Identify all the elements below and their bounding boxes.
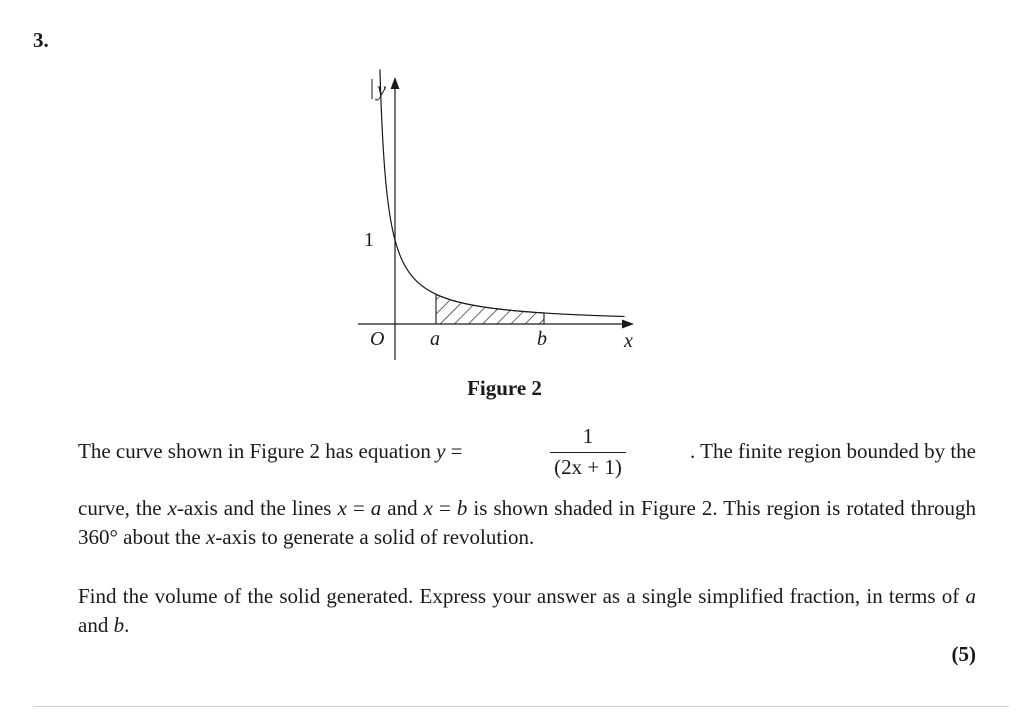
- y-axis-arrow-icon: [391, 77, 400, 89]
- paragraph-2: curve, the x-axis and the lines x = a and x = b is shown shaded in Figure 2. This region is rotated through 360° about the x-axis to generate a solid of revolution.: [78, 496, 977, 549]
- x-axis-arrow-icon: [622, 320, 634, 329]
- paragraph-1-right: . The finite region bounded by the: [690, 439, 976, 463]
- marks-label: (5): [951, 642, 976, 666]
- b-label: b: [537, 328, 547, 350]
- fraction-denominator: (2x + 1): [554, 455, 622, 479]
- equation-fraction: [548, 424, 628, 481]
- origin-label: O: [370, 328, 385, 350]
- a-label: a: [430, 328, 440, 350]
- question-number: 3.: [33, 28, 49, 52]
- curve: [380, 69, 625, 316]
- answer-rule-line: [33, 706, 1009, 707]
- paragraph-1: [78, 424, 976, 486]
- paragraph-3: Find the volume of the solid generated. Express your answer as a single simplified fraction, in terms of a and b.: [78, 584, 976, 637]
- y-intercept-label: 1: [364, 229, 374, 251]
- figure-caption: Figure 2: [467, 376, 542, 400]
- x-axis-label: x: [624, 330, 633, 352]
- fraction-numerator: 1: [582, 424, 594, 448]
- y-axis-label: y: [377, 79, 386, 101]
- paragraph-1-left: The curve shown in Figure 2 has equation y =: [78, 439, 463, 463]
- shaded-region: [436, 270, 544, 325]
